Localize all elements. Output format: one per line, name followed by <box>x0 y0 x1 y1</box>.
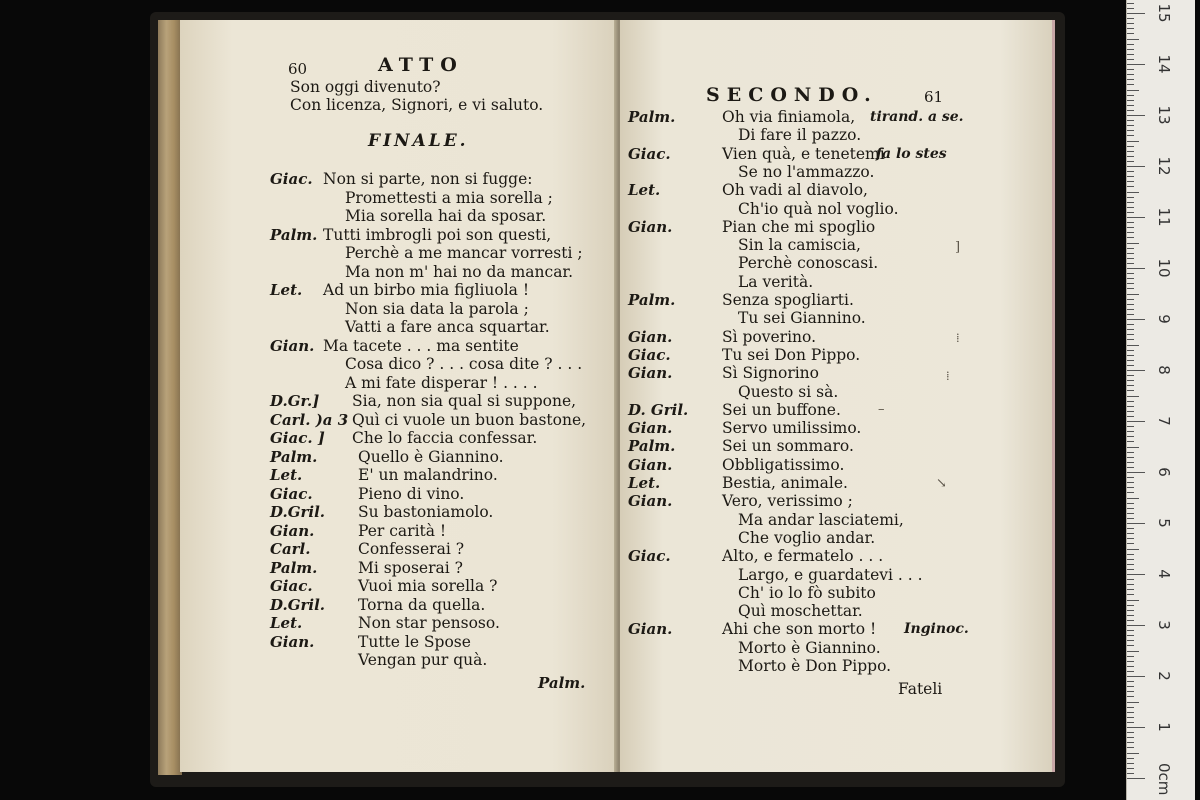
section-title: FINALE. <box>368 131 469 151</box>
ruler-tick <box>1127 482 1134 483</box>
ruler-tick <box>1127 416 1134 417</box>
verse-line: Oh via finiamola, <box>722 108 856 126</box>
verse-line: Promettesti a mia sorella ; <box>345 188 553 207</box>
verse-line: Morto è Don Pippo. <box>738 657 892 675</box>
ruler-tick <box>1127 727 1145 728</box>
stage-direction: fa lo stes <box>876 145 947 162</box>
ruler-tick <box>1127 620 1134 621</box>
ruler-tick <box>1127 676 1145 677</box>
ruler-tick <box>1127 304 1134 305</box>
speaker-label: D.Gr.] <box>270 392 320 410</box>
right-page <box>620 20 1055 772</box>
ruler-tick <box>1127 212 1134 213</box>
speaker-label: Let. <box>628 181 661 200</box>
ruler-tick <box>1127 248 1134 249</box>
ruler-tick <box>1127 69 1134 70</box>
ruler-number: 12 <box>1155 156 1173 176</box>
ruler-tick <box>1127 268 1145 269</box>
ruler-tick <box>1127 197 1134 198</box>
ruler-number: 7 <box>1155 416 1173 426</box>
ruler-tick <box>1127 146 1134 147</box>
ruler-tick <box>1127 773 1134 774</box>
ruler-number: 9 <box>1155 314 1173 324</box>
verse-line: Morto è Giannino. <box>738 638 881 657</box>
ruler-tick <box>1127 447 1139 448</box>
speaker-label: Carl. )a 3 <box>270 410 349 429</box>
ruler-number: 2 <box>1155 671 1173 681</box>
speaker-label: Let. <box>270 466 303 484</box>
ruler-number: 0cm <box>1155 763 1173 796</box>
ruler-tick <box>1127 742 1134 743</box>
verse-line: A mi fate disperar ! . . . . <box>345 373 538 392</box>
ruler-tick <box>1127 645 1134 646</box>
ruler-number: 13 <box>1155 105 1173 125</box>
ruler-tick <box>1127 661 1134 662</box>
verse-line: Oh vadi al diavolo, <box>722 181 868 200</box>
verse-line: Che voglio andar. <box>738 528 876 547</box>
ruler-tick <box>1127 161 1134 162</box>
ruler-tick <box>1127 23 1134 24</box>
ruler-tick <box>1127 130 1134 131</box>
left-catchword: Palm. <box>538 674 586 692</box>
ruler-tick <box>1127 477 1134 478</box>
speaker-label: Giac. <box>628 144 671 163</box>
speaker-label: Palm. <box>628 437 676 456</box>
verse-line: Cosa dico ? . . . cosa dite ? . . . <box>345 355 583 373</box>
stage-direction: Inginoc. <box>904 621 969 638</box>
ruler-tick <box>1127 105 1134 106</box>
ruler-number: 6 <box>1155 467 1173 477</box>
ruler-tick <box>1127 543 1134 544</box>
verse-line: Tutti imbrogli poi son questi, <box>323 225 552 244</box>
ruler-tick <box>1127 176 1134 177</box>
verse-line: Tu sei Don Pippo. <box>722 345 861 364</box>
ruler-tick <box>1127 656 1134 657</box>
ruler-tick <box>1127 115 1145 116</box>
ruler-tick <box>1127 615 1134 616</box>
ruler-tick <box>1127 666 1134 667</box>
ruler-tick <box>1127 263 1134 264</box>
ruler-number: 4 <box>1155 569 1173 579</box>
ruler-tick <box>1127 498 1139 499</box>
ruler-tick <box>1127 232 1134 233</box>
margin-mark: ⁞ <box>946 369 950 384</box>
ruler-tick <box>1127 44 1134 45</box>
ruler-tick <box>1127 533 1134 534</box>
verse-line: Pian che mi spoglio <box>722 217 876 236</box>
ruler-tick <box>1127 64 1145 65</box>
ruler-tick <box>1127 54 1134 55</box>
speaker-label: Giac. <box>628 547 671 566</box>
verse-line: Obbligatissimo. <box>722 455 845 474</box>
ruler-tick <box>1127 421 1145 422</box>
verse-line: Ad un birbo mia figliuola ! <box>323 281 530 299</box>
right-catchword: Fateli <box>898 680 943 698</box>
speaker-label: Gian. <box>628 364 673 383</box>
verse-line: Vero, verissimo ; <box>722 492 853 511</box>
ruler-tick <box>1127 125 1134 126</box>
ruler-tick <box>1127 508 1134 509</box>
ruler-tick <box>1127 513 1134 514</box>
ruler-tick <box>1127 79 1134 80</box>
ruler-tick <box>1127 538 1134 539</box>
ruler-tick <box>1127 778 1145 779</box>
ruler-number: 5 <box>1155 518 1173 528</box>
verse-line: Sei un sommaro. <box>722 437 854 456</box>
ruler-tick <box>1127 39 1139 40</box>
ruler-number: 11 <box>1155 207 1173 227</box>
speaker-label: Gian. <box>628 217 673 236</box>
verse-line: Ma non m' hai no da mancar. <box>345 262 574 281</box>
speaker-label: Palm. <box>628 291 676 309</box>
verse-line: Di fare il pazzo. <box>738 126 862 145</box>
ruler-tick <box>1127 763 1134 764</box>
ruler-tick <box>1127 712 1134 713</box>
ruler-tick <box>1127 554 1134 555</box>
verse-line: Che lo faccia confessar. <box>352 429 538 447</box>
left-page-number: 60 <box>288 60 308 78</box>
ruler-tick <box>1127 8 1134 9</box>
ruler-tick <box>1127 171 1134 172</box>
verse-line: Sei un buffone. <box>722 400 841 419</box>
ruler-tick <box>1127 135 1134 136</box>
ruler-tick <box>1127 217 1145 218</box>
verse-line: Ch'io quà nol voglio. <box>738 199 899 218</box>
ruler-tick <box>1127 207 1134 208</box>
ruler-tick <box>1127 722 1134 723</box>
ruler-tick <box>1127 503 1134 504</box>
ruler-tick <box>1127 370 1145 371</box>
ruler-tick <box>1127 156 1134 157</box>
ruler-tick <box>1127 288 1134 289</box>
ruler-number: 10 <box>1155 258 1173 278</box>
verse-line: Non star pensoso. <box>358 614 500 632</box>
ruler-tick <box>1127 441 1134 442</box>
ruler-tick <box>1127 380 1134 381</box>
speaker-label: Giac. ] <box>270 429 325 447</box>
intro-line: Con licenza, Signori, e vi saluto. <box>290 96 544 114</box>
ruler-tick <box>1127 324 1134 325</box>
right-running-head: SECONDO. <box>706 84 878 106</box>
ruler-tick <box>1127 273 1134 274</box>
ruler-tick <box>1127 681 1134 682</box>
verse-line: Pieno di vino. <box>358 484 465 503</box>
ruler-tick <box>1127 258 1134 259</box>
ruler-tick <box>1127 651 1139 652</box>
left-running-head: ATTO <box>378 54 464 76</box>
ruler-tick <box>1127 334 1134 335</box>
ruler-tick <box>1127 584 1134 585</box>
ruler-tick <box>1127 549 1139 550</box>
ruler-tick <box>1127 671 1134 672</box>
ruler-tick <box>1127 396 1139 397</box>
verse-line: Se no l'ammazzo. <box>738 162 875 181</box>
speaker-label: Gian. <box>270 521 315 540</box>
ruler-tick <box>1127 309 1134 310</box>
margin-mark: ⁞ <box>956 331 960 346</box>
ruler-tick <box>1127 686 1134 687</box>
ruler-number: 8 <box>1155 365 1173 375</box>
verse-line: Vien quà, e tenetemi <box>722 144 885 163</box>
ruler-tick <box>1127 436 1134 437</box>
ruler-tick <box>1127 630 1134 631</box>
verse-line: Non si parte, non si fugge: <box>323 170 533 188</box>
ruler-tick <box>1127 278 1134 279</box>
speaker-label: Palm. <box>270 447 318 466</box>
ruler-tick <box>1127 294 1139 295</box>
ruler-tick <box>1127 237 1134 238</box>
verse-line: Ch' io lo fò subito <box>738 583 876 602</box>
ruler-tick <box>1127 319 1145 320</box>
verse-line: Largo, e guardatevi . . . <box>738 565 923 584</box>
ruler-tick <box>1127 95 1134 96</box>
stage-direction: tirand. a se. <box>870 109 964 125</box>
verse-line: Vengan pur quà. <box>358 651 488 669</box>
ruler-tick <box>1127 186 1134 187</box>
ruler-tick <box>1127 222 1134 223</box>
ruler-tick <box>1127 253 1134 254</box>
verse-line: Ahi che son morto ! <box>722 620 877 639</box>
ruler-tick <box>1127 18 1134 19</box>
verse-line: Mia sorella hai da sposar. <box>345 207 547 225</box>
ruler-tick <box>1127 49 1134 50</box>
ruler-tick <box>1127 314 1134 315</box>
speaker-label: Gian. <box>270 336 315 355</box>
ruler-tick <box>1127 151 1134 152</box>
ruler-tick <box>1127 181 1134 182</box>
speaker-label: Giac. <box>270 577 313 595</box>
speaker-label: Palm. <box>270 225 318 244</box>
ruler-tick <box>1127 559 1134 560</box>
verse-line: Sì Signorino <box>722 364 819 383</box>
verse-line: Perchè conoscasi. <box>738 254 879 273</box>
verse-line: Torna da quella. <box>358 595 486 614</box>
verse-line: Non sia data la parola ; <box>345 299 529 318</box>
verse-line: Alto, e fermatelo . . . <box>722 547 884 566</box>
ruler-tick <box>1127 594 1134 595</box>
left-page <box>180 20 618 772</box>
speaker-label: Palm. <box>628 108 676 126</box>
speaker-label: D.Gril. <box>270 503 326 521</box>
speaker-label: Palm. <box>270 558 318 577</box>
speaker-label: Giac. <box>270 484 313 503</box>
speaker-label: D. Gril. <box>628 400 689 419</box>
verse-line: Sì poverino. <box>722 327 817 346</box>
speaker-label: Giac. <box>270 170 313 188</box>
ruler-number: 14 <box>1155 54 1173 74</box>
ruler-tick <box>1127 492 1134 493</box>
ruler-tick <box>1127 350 1134 351</box>
verse-line: Senza spogliarti. <box>722 291 854 309</box>
ruler-tick <box>1127 355 1134 356</box>
verse-line: Sia, non sia qual si suppone, <box>352 392 577 410</box>
ruler-tick <box>1127 564 1134 565</box>
verse-line: Questo si sà. <box>738 382 839 401</box>
ruler-tick <box>1127 717 1134 718</box>
ruler-tick <box>1127 90 1139 91</box>
page-edges <box>158 20 182 775</box>
ruler-tick <box>1127 452 1134 453</box>
speaker-label: Gian. <box>270 632 315 651</box>
ruler-tick <box>1127 110 1134 111</box>
ruler-tick <box>1127 702 1139 703</box>
speaker-label: D.Gril. <box>270 595 326 614</box>
ruler-tick <box>1127 753 1139 754</box>
ruler-tick <box>1127 33 1134 34</box>
speaker-label: Gian. <box>628 620 673 639</box>
margin-mark: ↘ <box>936 476 947 491</box>
verse-line: Quello è Giannino. <box>358 447 504 466</box>
verse-line: Confesserai ? <box>358 540 465 558</box>
ruler-tick <box>1127 640 1134 641</box>
verse-line: Sin la camiscia, <box>738 236 861 255</box>
verse-line: Quì moschettar. <box>738 602 863 621</box>
ruler-tick <box>1127 227 1134 228</box>
ruler-tick <box>1127 732 1134 733</box>
ruler-tick <box>1127 747 1134 748</box>
ruler-number: 1 <box>1155 722 1173 732</box>
ruler-tick <box>1127 467 1134 468</box>
ruler-tick <box>1127 141 1139 142</box>
ruler-tick <box>1127 120 1134 121</box>
ruler-tick <box>1127 462 1134 463</box>
ruler-tick <box>1127 426 1134 427</box>
verse-line: La verità. <box>738 272 814 291</box>
ruler-tick <box>1127 329 1134 330</box>
verse-line: Quì ci vuole un buon bastone, <box>352 410 587 429</box>
ruler-tick <box>1127 84 1134 85</box>
margin-mark: – <box>878 402 885 417</box>
margin-mark: ] <box>955 240 961 255</box>
verse-line: Ma andar lasciatemi, <box>738 510 904 529</box>
measurement-ruler <box>1126 0 1195 800</box>
ruler-tick <box>1127 202 1134 203</box>
ruler-tick <box>1127 625 1145 626</box>
verse-line: Su bastoniamolo. <box>358 503 494 521</box>
ruler-tick <box>1127 523 1145 524</box>
ruler-tick <box>1127 457 1134 458</box>
verse-line: Mi sposerai ? <box>358 558 463 577</box>
ruler-tick <box>1127 472 1145 473</box>
ruler-tick <box>1127 59 1134 60</box>
ruler-tick <box>1127 385 1134 386</box>
ruler-tick <box>1127 74 1134 75</box>
ruler-tick <box>1127 589 1134 590</box>
ruler-tick <box>1127 579 1134 580</box>
ruler-tick <box>1127 696 1134 697</box>
ruler-tick <box>1127 375 1134 376</box>
verse-line: Perchè a me mancar vorresti ; <box>345 244 583 262</box>
ruler-tick <box>1127 768 1134 769</box>
speaker-label: Let. <box>270 281 303 299</box>
ruler-tick <box>1127 737 1134 738</box>
ruler-tick <box>1127 574 1145 575</box>
ruler-tick <box>1127 401 1134 402</box>
speaker-label: Gian. <box>628 455 673 474</box>
verse-line: Tutte le Spose <box>358 632 471 651</box>
ruler-tick <box>1127 192 1139 193</box>
ruler-tick <box>1127 518 1134 519</box>
speaker-label: Giac. <box>628 345 671 364</box>
ruler-tick <box>1127 339 1134 340</box>
verse-line: Bestia, animale. <box>722 474 848 492</box>
verse-line: Tu sei Giannino. <box>738 309 866 328</box>
ruler-tick <box>1127 100 1134 101</box>
right-page-number: 61 <box>924 88 944 106</box>
ruler-tick <box>1127 691 1134 692</box>
ruler-tick <box>1127 600 1139 601</box>
intro-line: Son oggi divenuto? <box>290 78 441 96</box>
ruler-tick <box>1127 390 1134 391</box>
speaker-label: Gian. <box>628 492 673 511</box>
ruler-tick <box>1127 406 1134 407</box>
ruler-tick <box>1127 166 1145 167</box>
speaker-label: Carl. <box>270 540 311 558</box>
ruler-tick <box>1127 605 1134 606</box>
verse-line: Ma tacete . . . ma sentite <box>323 336 519 355</box>
ruler-tick <box>1127 635 1134 636</box>
ruler-number: 3 <box>1155 620 1173 630</box>
verse-line: Vatti a fare anca squartar. <box>345 318 550 336</box>
speaker-label: Gian. <box>628 419 673 438</box>
ruler-tick <box>1127 487 1134 488</box>
ruler-number: 15 <box>1155 3 1173 23</box>
ruler-tick <box>1127 569 1134 570</box>
ruler-tick <box>1127 28 1134 29</box>
speaker-label: Gian. <box>628 327 673 346</box>
verse-line: Vuoi mia sorella ? <box>358 577 498 595</box>
ruler-tick <box>1127 360 1134 361</box>
ruler-tick <box>1127 365 1134 366</box>
verse-line: Per carità ! <box>358 521 447 540</box>
ruler-tick <box>1127 299 1134 300</box>
ruler-tick <box>1127 283 1134 284</box>
ruler-tick <box>1127 610 1134 611</box>
ruler-tick <box>1127 431 1134 432</box>
speaker-label: Let. <box>628 474 661 492</box>
verse-line: E' un malandrino. <box>358 466 498 484</box>
ruler-tick <box>1127 528 1134 529</box>
ruler-tick <box>1127 3 1134 4</box>
speaker-label: Let. <box>270 614 303 632</box>
ruler-tick <box>1127 707 1134 708</box>
ruler-tick <box>1127 411 1134 412</box>
ruler-tick <box>1127 13 1145 14</box>
verse-line: Servo umilissimo. <box>722 419 862 438</box>
ruler-tick <box>1127 243 1139 244</box>
ruler-tick <box>1127 758 1134 759</box>
ruler-tick <box>1127 345 1139 346</box>
